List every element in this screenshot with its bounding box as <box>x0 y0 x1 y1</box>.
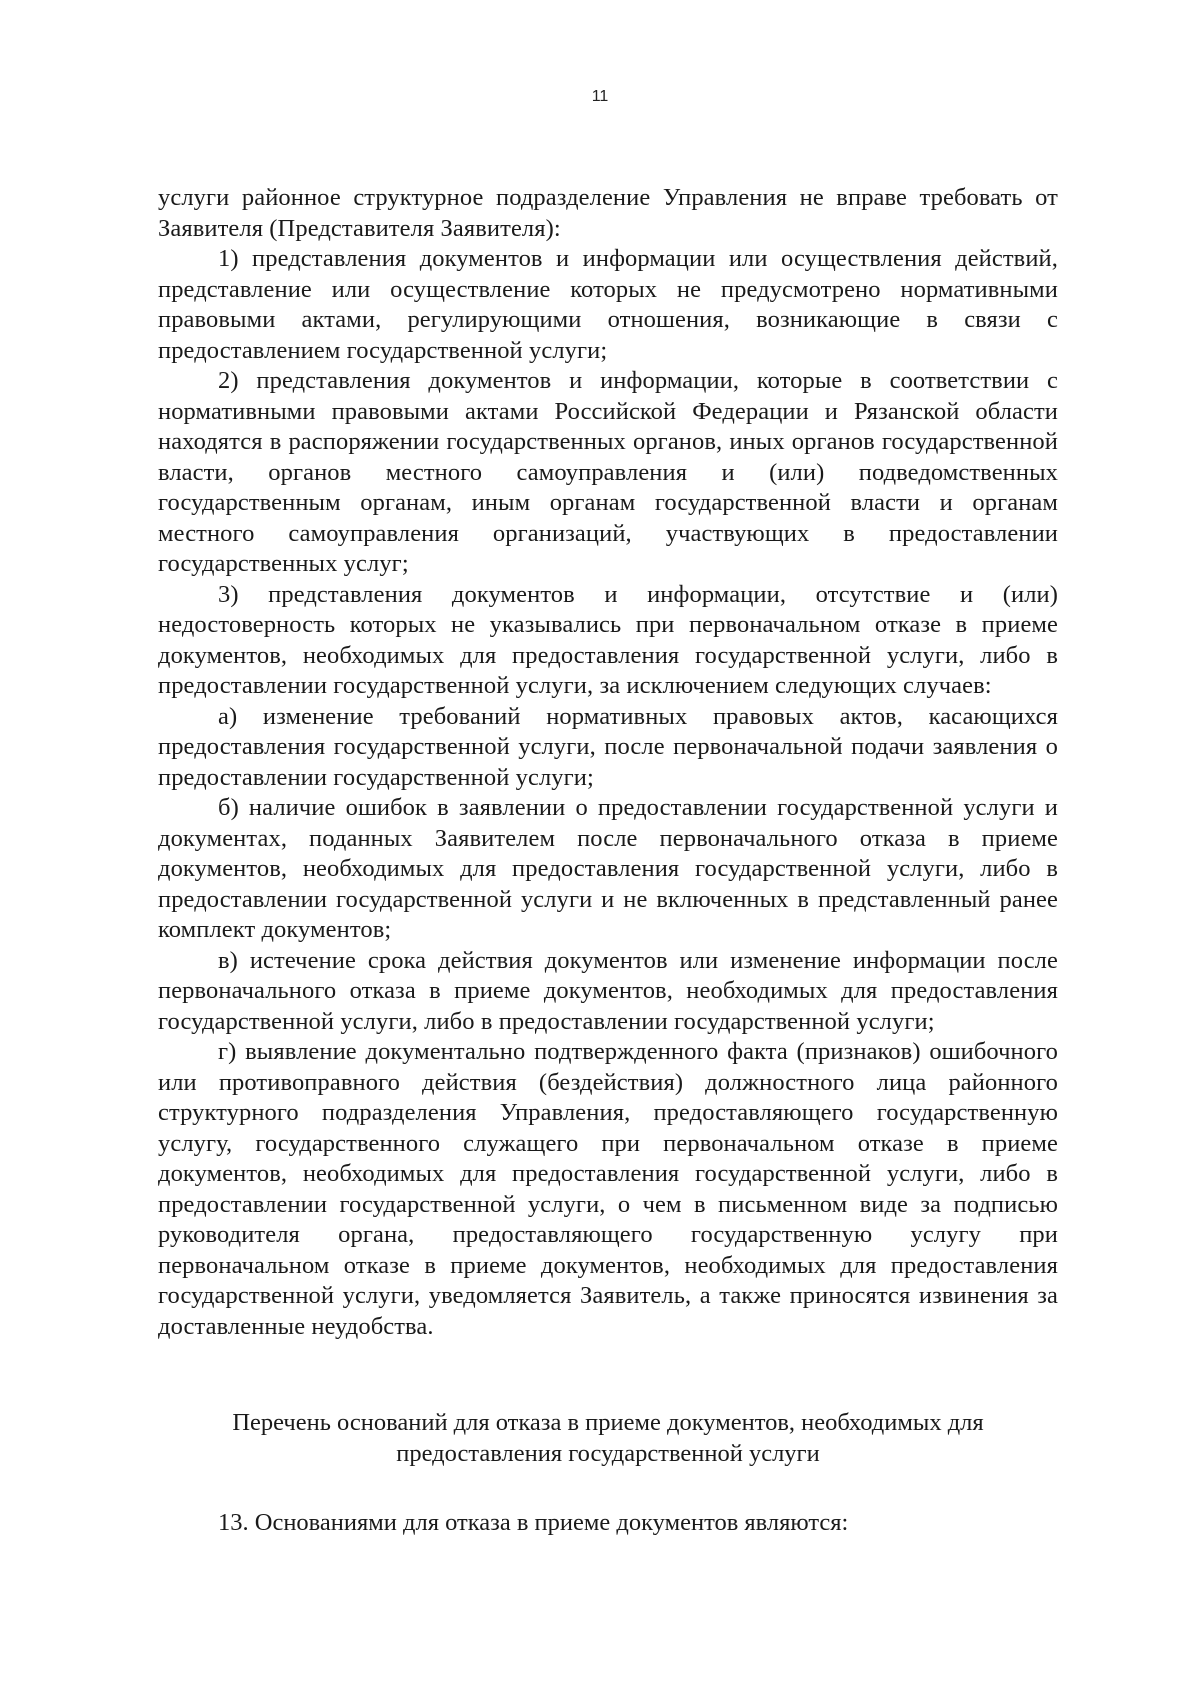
closing-paragraph: 13. Основаниями для отказа в приеме документов являются: <box>218 1509 849 1536</box>
section-heading-line-1: Перечень оснований для отказа в приеме документов, необходимых для <box>232 1409 984 1436</box>
paragraph-intro: услуги районное структурное подразделение Управления не вправе требовать от Заявителя (Представителя Заявителя): <box>158 184 1058 242</box>
paragraph-subitem-a: а) изменение требований нормативных правовых актов, касающихся предоставления государственной услуги, после первоначальной подачи заявления о предоставлении государственной услуги; <box>158 702 1058 791</box>
paragraph-item-3: 3) представления документов и информации, отсутствие и (или) недостоверность которых не указывались при первоначальном отказе в приеме документов, необходимых для предоставления государственной услуги, либо в предоставлении государственной услуги, за исключением следующих случаев: <box>158 580 1058 699</box>
paragraph-subitem-b: б) наличие ошибок в заявлении о предоставлении государственной услуги и документах, поданных Заявителем после первоначального отказа в приеме документов, необходимых для предоставления государственной услуги, либо в предоставлении государственной услуги и не включенных в представленный ранее комплект документов; <box>158 794 1058 943</box>
document-body <box>158 183 1058 1342</box>
paragraph-subitem-v: в) истечение срока действия документов или изменение информации после первоначального отказа в приеме документов, необходимых для предоставления государственной услуги, либо в предоставлении государственной услуги; <box>158 946 1058 1035</box>
page-number: 11 <box>591 88 609 105</box>
paragraph-item-1: 1) представления документов и информации или осуществления действий, представление или осуществление которых не предусмотрено нормативными правовыми актами, регулирующими отношения, возникающие в связи с предоставлением государственной услуги; <box>158 245 1058 364</box>
paragraph-item-2: 2) представления документов и информации, которые в соответствии с нормативными правовыми актами Российской Федерации и Рязанской области находятся в распоряжении государственных органов, иных органов государственной власти, органов местного самоуправления и (или) подведомственных государственным органам, иным органам государственной власти и органам местного самоуправления организаций, участвующих в предоставлении государственных услуг; <box>158 367 1058 577</box>
section-heading-line-2: предоставления государственной услуги <box>396 1440 820 1467</box>
section-heading <box>158 1407 1058 1469</box>
paragraph-subitem-g: г) выявление документально подтвержденного факта (признаков) ошибочного или противоправного действия (бездействия) должностного лица районного структурного подразделения Управления, предоставляющего государственную услугу, государственного служащего при первоначальном отказе в приеме документов, необходимых для предоставления государственной услуги, либо в предоставлении государственной услуги, о чем в письменном виде за подписью руководителя органа, предоставляющего государственную услугу при первоначальном отказе в приеме документов, необходимых для предоставления государственной услуги, уведомляется Заявитель, а также приносятся извинения за доставленные неудобства. <box>158 1038 1058 1340</box>
